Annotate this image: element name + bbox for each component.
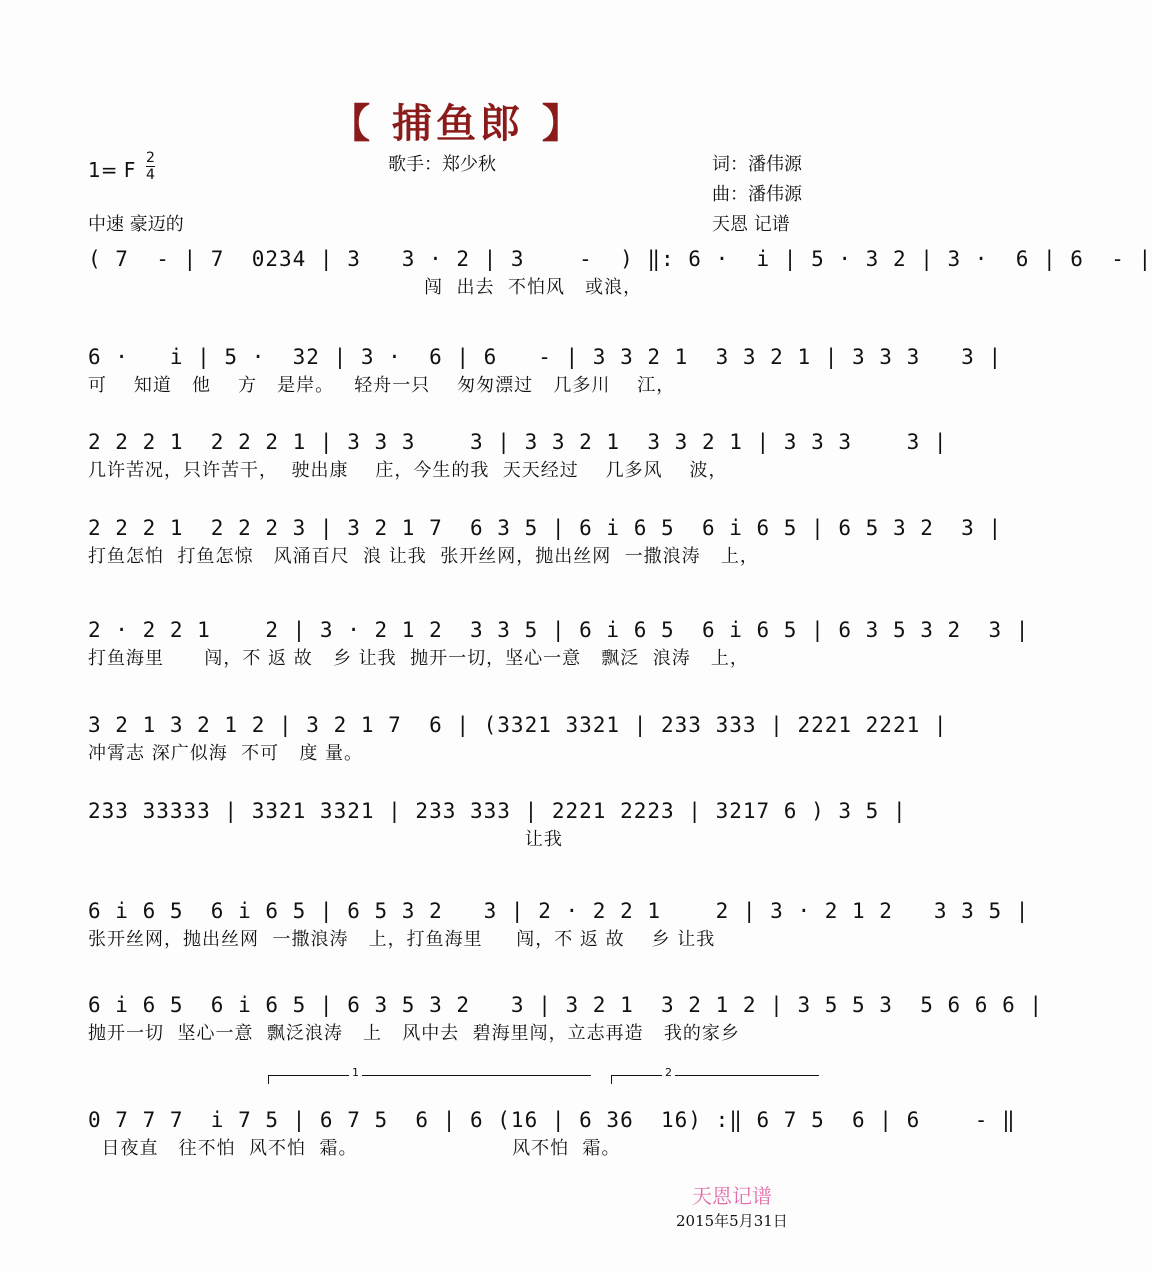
lyrics-line: 抛开一切 坚心一意 飘泛浪涛 上 风中去 碧海里闯，立志再造 我的家乡 [88,1023,740,1044]
notation-line: 2 2 2 1 2 2 2 1 | 3 3 3 3 | 3 3 2 1 3 3 2 1 | 3 3 3 3 | [88,430,948,454]
score-row [88,709,948,767]
score-row [88,426,948,484]
notation-line: 3 2 1 3 2 1 2 | 3 2 1 7 6 | (3321 3321 | 233 333 | 2221 2221 | [88,713,948,737]
notation-line: 2 · 2 2 1 2 | 3 · 2 1 2 3 3 5 | 6 i 6 5 6 i 6 5 | 6 3 5 3 2 3 | [88,618,1030,642]
transcriber-credit: 天恩 记谱 [712,214,790,235]
score-row [88,614,1030,672]
notation-line: 6 i 6 5 6 i 6 5 | 6 3 5 3 2 3 | 3 2 1 3 2 1 2 | 3 5 5 3 5 6 6 6 | [88,993,1044,1017]
second-ending-number: 2 [662,1066,675,1079]
transcription-date: 2015年5月31日 [676,1212,788,1230]
score-row [88,989,1044,1047]
notation-line: ( 7 - | 7 0234 | 3 3 · 2 | 3 - ) ‖: 6 · i | 5 · 3 2 | 3 · 6 | 6 - | [88,247,1152,271]
composer-credit: 曲：潘伟源 [712,184,802,205]
lyrics-line: 打鱼海里 闯，不 返 故 乡 让我 抛开一切，坚心一意 飘泛 浪涛 上， [88,648,749,669]
lyrics-line: 可 知道 他 方 是岸。 轻舟一只 匆匆漂过 几多川 江， [88,375,676,396]
time-denominator: 4 [146,167,155,183]
song-title: 【 捕鱼郎 】 [330,101,586,147]
singer-credit: 歌手：郑少秋 [388,154,496,175]
score-row [88,341,1003,399]
lyrics-line: 让我 [88,829,563,850]
lyrics-line: 张开丝网，抛出丝网 一撒浪涛 上，打鱼海里 闯，不 返 故 乡 让我 [88,929,716,950]
score-row [88,243,1152,301]
transcriber-stamp: 天恩记谱 [692,1184,772,1208]
tempo-marking: 中速 豪迈的 [88,214,184,235]
notation-line: 6 i 6 5 6 i 6 5 | 6 5 3 2 3 | 2 · 2 2 1 2 | 3 · 2 1 2 3 3 5 | [88,899,1030,923]
notation-line: 0 7 7 7 i 7 5 | 6 7 5 6 | 6 (16 | 6 36 16) :‖ 6 7 5 6 | 6 - ‖ [88,1108,1016,1132]
score-row [88,512,1003,570]
lyrics-line: 打鱼怎怕 打鱼怎惊 风涌百尺 浪 让我 张开丝网，抛出丝网 一撒浪涛 上， [88,546,759,567]
time-signature [146,150,155,183]
lyrics-line: 冲霄志 深广似海 不可 度 量。 [88,743,364,764]
lyrics-line: 日夜直 往不怕 风不怕 霜。 风不怕 霜。 [88,1138,621,1159]
notation-line: 6 · i | 5 · 32 | 3 · 6 | 6 - | 3 3 2 1 3 3 2 1 | 3 3 3 3 | [88,345,1003,369]
score-row [88,895,1030,953]
score-row [88,795,907,853]
lyricist-credit: 词：潘伟源 [712,154,802,175]
lyrics-line: 闯 出去 不怕风 或浪， [88,277,643,298]
second-ending-bracket [611,1066,819,1084]
time-numerator: 2 [146,150,155,166]
key-signature: 1= F [88,158,136,182]
first-ending-number: 1 [349,1066,362,1079]
notation-line: 233 33333 | 3321 3321 | 233 333 | 2221 2223 | 3217 6 ) 3 5 | [88,799,907,823]
notation-line: 2 2 2 1 2 2 2 3 | 3 2 1 7 6 3 5 | 6 i 6 5 6 i 6 5 | 6 5 3 2 3 | [88,516,1003,540]
score-row [88,1104,1016,1162]
first-ending-bracket [268,1066,591,1084]
lyrics-line: 几许苦况，只许苦干， 驶出康 庄，今生的我 天天经过 几多风 波， [88,460,728,481]
